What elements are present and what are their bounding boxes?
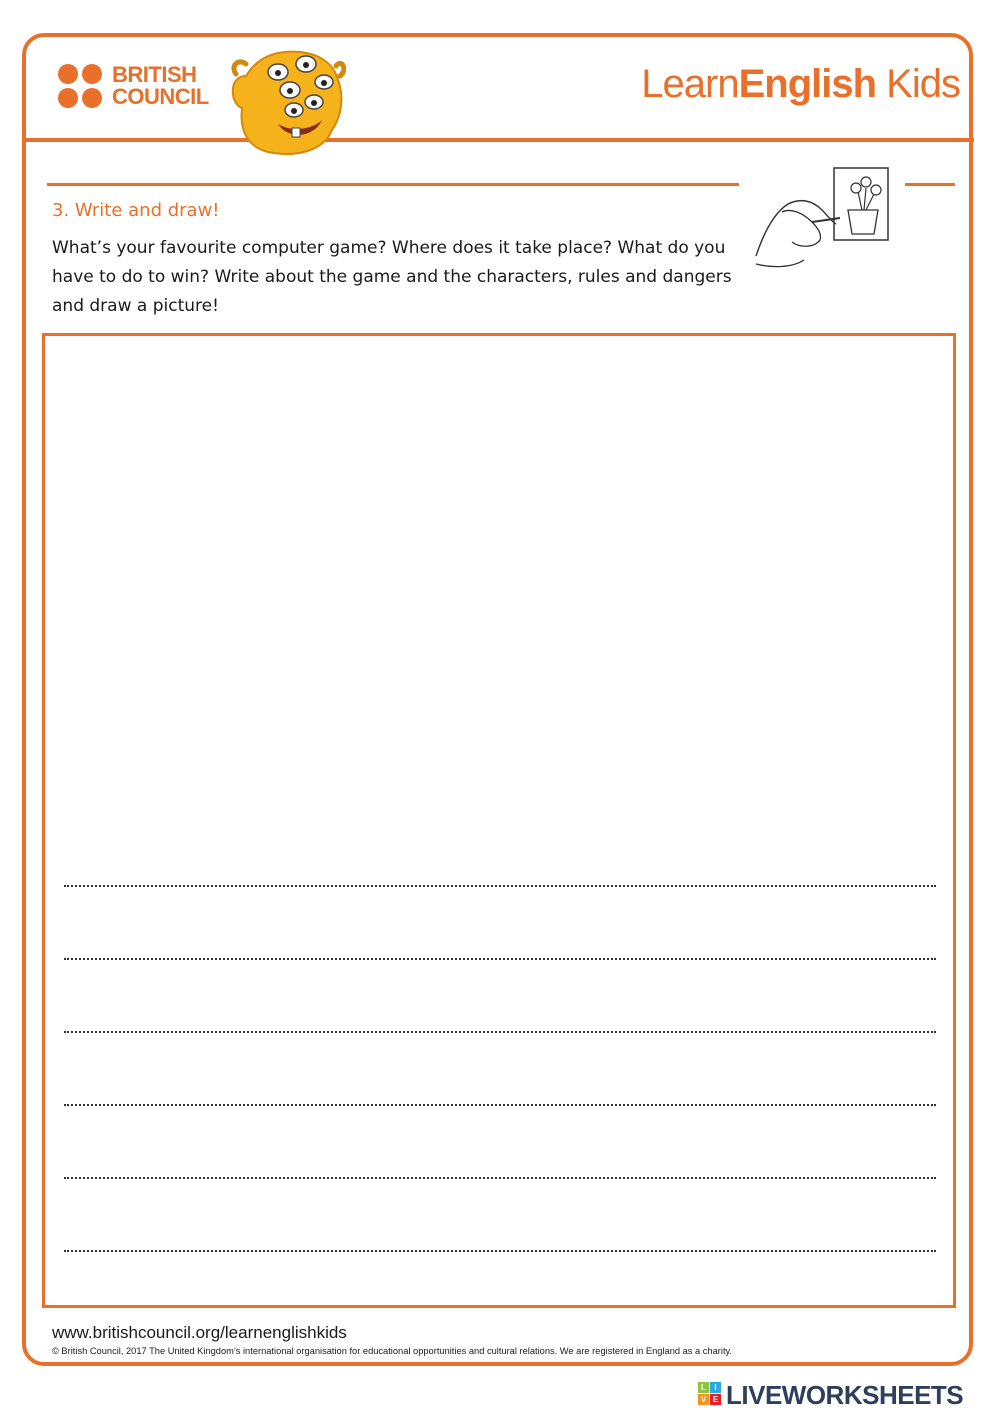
writing-line[interactable]: [64, 1031, 936, 1033]
liveworksheets-wordmark: LIVEWORKSHEETS: [726, 1380, 964, 1410]
yellow-monster-icon: [228, 46, 346, 158]
task-instructions: What’s your favourite computer game? Where does it take place? What do you have to do to win? Write about the game and the characters, rules and dangers and draw a picture!: [52, 238, 732, 316]
lw-cell-i: I: [710, 1382, 721, 1393]
lw-cell-l: L: [698, 1382, 709, 1393]
footer-copyright: © British Council, 2017 The United Kingdom’s international organisation for educational opportunities and cultural relations. We are registered in England as a charity.: [52, 1346, 733, 1356]
footer-url: www.britishcouncil.org/learnenglishkids: [52, 1323, 347, 1342]
writing-line[interactable]: [64, 958, 936, 960]
learnenglish-kids-logo: LearnEnglish Kids: [641, 62, 960, 106]
lw-cell-e: E: [710, 1394, 721, 1405]
british-council-logo: [58, 64, 228, 114]
header-divider: [24, 138, 974, 142]
answer-box[interactable]: [42, 333, 956, 1308]
writing-line[interactable]: [64, 1177, 936, 1179]
british-council-dots-icon: [58, 64, 104, 110]
hand-drawing-picture-icon: [752, 164, 892, 272]
writing-line[interactable]: [64, 1250, 936, 1252]
lw-cell-v: V: [698, 1394, 709, 1405]
liveworksheets-icon: [698, 1382, 722, 1406]
task-title: 3. Write and draw!: [52, 200, 220, 221]
section-rule-left: [47, 183, 739, 186]
liveworksheets-badge: [698, 1380, 998, 1410]
british-council-wordmark: BRITISH COUNCIL: [112, 62, 209, 109]
writing-line[interactable]: [64, 885, 936, 887]
writing-line[interactable]: [64, 1104, 936, 1106]
section-rule-right: [905, 183, 955, 186]
